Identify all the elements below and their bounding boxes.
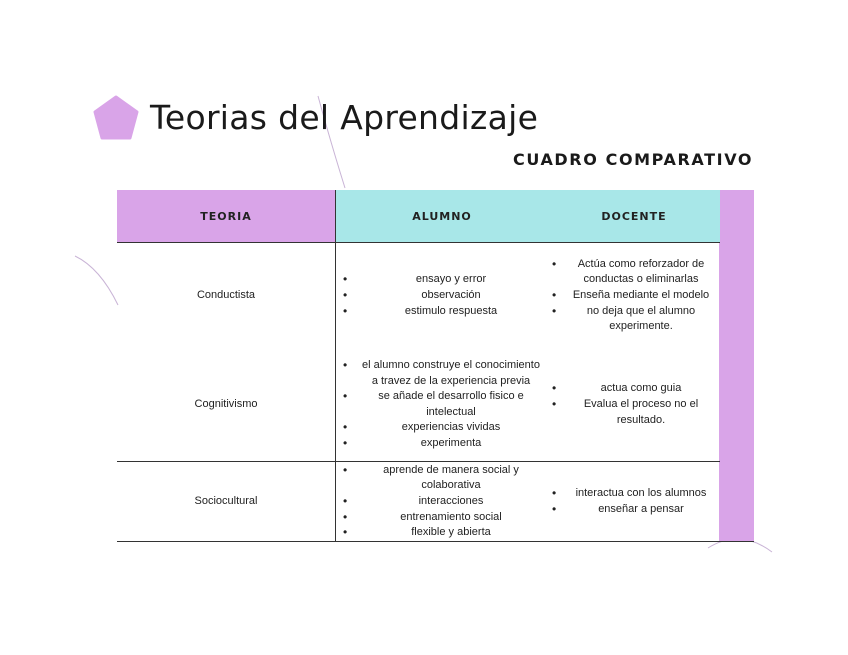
alumno-cell [336,243,549,349]
alumno-cell [336,462,549,542]
table-bottom-border [117,541,754,542]
list-item: • enseñar a pensar [548,502,720,518]
page-subtitle: CUADRO COMPARATIVO [513,150,754,169]
list-item: • Enseña mediante el modelo [548,288,720,304]
list-item: • interactua con los alumnos [548,486,720,502]
list-item: • estimulo respuesta [336,304,548,320]
list-item: • Evalua el proceso no el resultado. [548,397,720,428]
list-item: • entrenamiento social [336,510,548,526]
docente-cell [548,462,720,542]
header-docente: DOCENTE [548,190,720,243]
theory-name: Conductista [196,288,256,301]
docente-cell [548,349,720,462]
list-item: • experimenta [336,436,548,452]
list-item: • el alumno construye el conocimiento a travez de la experiencia previa [336,358,548,389]
table-row [117,243,720,349]
header-teoria: TEORIA [117,190,336,243]
alumno-cell [336,349,549,462]
header-alumno: ALUMNO [336,190,549,243]
list-item: • se añade el desarrollo fisico e intelectual [336,389,548,420]
page-title: Teorias del Aprendizaje [150,98,539,137]
list-item: • Actúa como reforzador de conductas o eliminarlas [548,257,720,288]
pentagon-shape-icon [92,95,140,141]
list-item: • ensayo y error [336,272,548,288]
side-color-bar [719,190,754,542]
comparison-table [117,190,720,542]
list-item: • experiencias vividas [336,420,548,436]
list-item: • interacciones [336,494,548,510]
theory-name: Sociocultural [194,494,258,507]
table-header-row [117,190,720,243]
list-item: • actua como guia [548,381,720,397]
theory-name: Cognitivismo [117,349,336,462]
list-item: • aprende de manera social y colaborativa [336,463,548,494]
table-row [117,462,720,542]
list-item: • observación [336,288,548,304]
table-row [117,349,720,462]
docente-cell [548,243,720,349]
list-item: • no deja que el alumno experimente. [548,304,720,335]
list-item: • flexible y abierta [336,525,548,541]
